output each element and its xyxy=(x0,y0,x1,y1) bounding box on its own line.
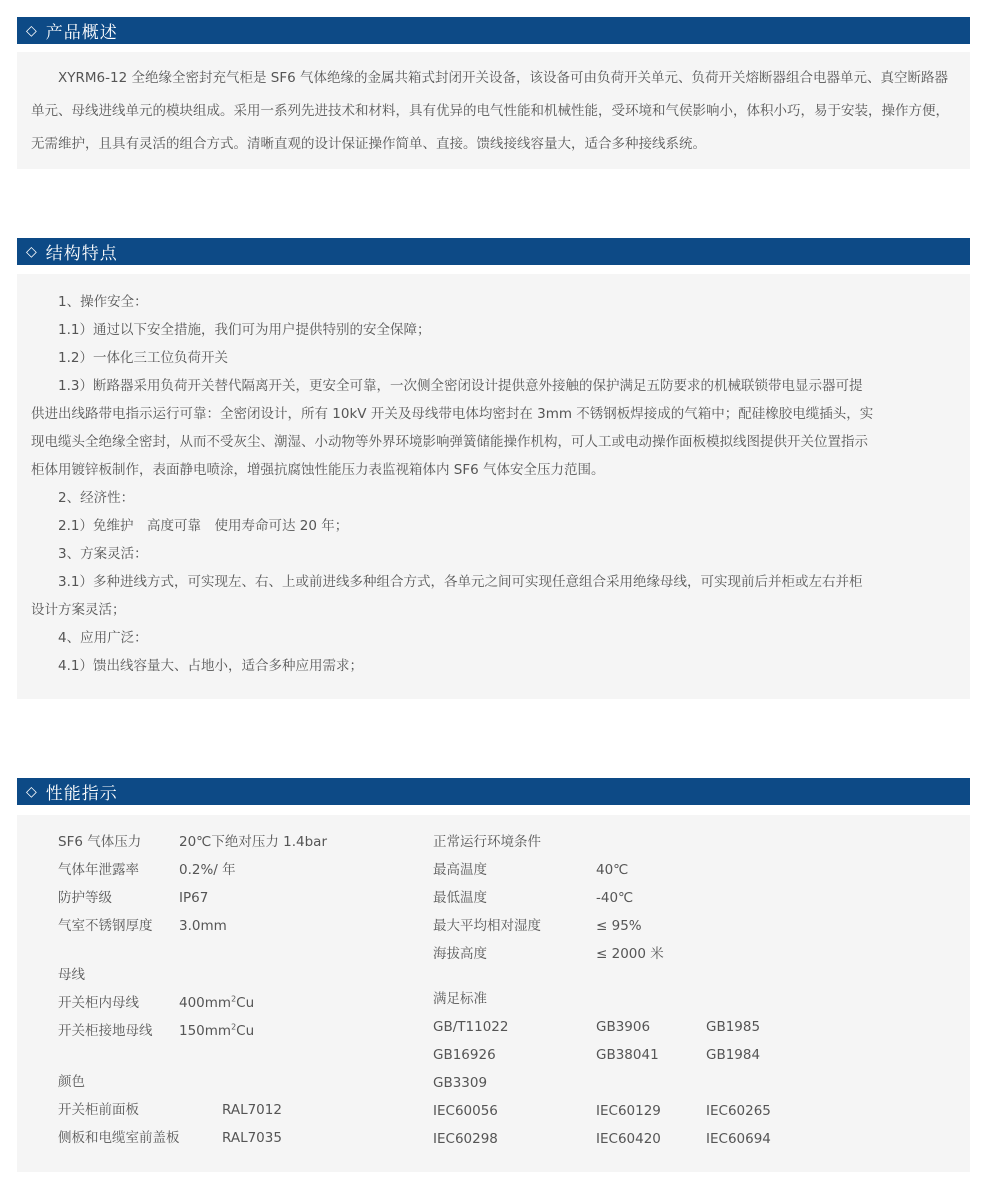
structure-line: 3.1）多种进线方式，可实现左、右、上或前进线多种组合方式，各单元之间可实现任意组合采用绝缘母线，可实现前后并柜或左右并柜 xyxy=(58,574,863,590)
standard-code: IEC60420 xyxy=(596,1131,661,1147)
color-label: 侧板和电缆室前盖板 xyxy=(58,1130,180,1146)
standard-code: GB1985 xyxy=(706,1019,761,1035)
structure-title: 结构特点 xyxy=(45,244,118,264)
structure-panel xyxy=(17,274,970,699)
busbar-inner-value: $400mm^2Cu$ xyxy=(179,994,255,1011)
structure-line: 3、方案灵活： xyxy=(58,546,148,562)
structure-line: 1.2）一体化三工位负荷开关 xyxy=(58,350,228,366)
environment-value: 40℃ xyxy=(596,862,629,878)
standard-code: IEC60265 xyxy=(706,1103,771,1119)
spec-label: SF6 气体压力 xyxy=(58,834,142,850)
performance-panel xyxy=(17,815,970,1172)
spec-value: IP67 xyxy=(179,890,209,906)
structure-line: 4.1）馈出线容量大、占地小，适合多种应用需求； xyxy=(58,658,363,674)
spec-label: 防护等级 xyxy=(58,890,112,906)
environment-label: 最低温度 xyxy=(433,890,487,906)
standards-title: 满足标准 xyxy=(433,991,487,1007)
color-value: RAL7035 xyxy=(222,1130,282,1146)
standard-code: IEC60129 xyxy=(596,1103,661,1119)
busbar-ground-value: $150mm^2Cu$ xyxy=(179,1022,255,1039)
structure-line: 设计方案灵活； xyxy=(31,602,126,618)
spec-label: 气体年泄露率 xyxy=(58,862,139,878)
color-label: 开关柜前面板 xyxy=(58,1102,139,1118)
environment-label: 最大平均相对湿度 xyxy=(433,918,541,934)
busbar-inner-label: 开关柜内母线 xyxy=(58,995,139,1011)
environment-title: 正常运行环境条件 xyxy=(433,834,541,850)
environment-label: 海拔高度 xyxy=(433,946,487,962)
overview-text xyxy=(31,62,961,161)
spec-label: 气室不锈钢厚度 xyxy=(58,918,153,934)
structure-line: 4、应用广泛： xyxy=(58,630,148,646)
structure-line: 1.3）断路器采用负荷开关替代隔离开关，更安全可靠，一次侧全密闭设计提供意外接触的保护满足五防要求的机械联锁带电显示器可提 xyxy=(58,378,863,394)
structure-header xyxy=(17,238,970,265)
structure-line: 2.1）免维护 高度可靠 使用寿命可达 20 年； xyxy=(58,518,349,534)
overview-header xyxy=(17,17,970,44)
spec-value: 0.2%/ 年 xyxy=(179,862,236,878)
standard-code: GB3906 xyxy=(596,1019,651,1035)
structure-line: 1.1）通过以下安全措施，我们可为用户提供特别的安全保障； xyxy=(58,322,431,338)
spec-value: 3.0mm xyxy=(179,918,227,934)
standard-code: GB3309 xyxy=(433,1075,488,1091)
structure-line: 1、操作安全： xyxy=(58,294,148,310)
structure-line: 2、经济性： xyxy=(58,490,135,506)
busbar-ground-label: 开关柜接地母线 xyxy=(58,1023,153,1039)
standard-code: GB38041 xyxy=(596,1047,659,1063)
structure-line: 供进出线路带电指示运行可靠：全密闭设计，所有 10kV 开关及母线带电体均密封在 3mm 不锈钢板焊接成的气箱中；配硅橡胶电缆插头，实 xyxy=(31,406,874,422)
performance-header xyxy=(17,778,970,805)
structure-line: 现电缆头全绝缘全密封，从而不受灰尘、潮湿、小动物等外界环境影响弹簧储能操作机构，可人工或电动操作面板模拟线图提供开关位置指示 xyxy=(31,434,868,450)
standard-code: IEC60694 xyxy=(706,1131,771,1147)
color-value: RAL7012 xyxy=(222,1102,282,1118)
environment-value: ≤ 2000 米 xyxy=(596,946,664,962)
diamond-icon: ◇ xyxy=(26,22,38,39)
color-title: 颜色 xyxy=(58,1074,85,1090)
diamond-icon: ◇ xyxy=(26,783,38,800)
spec-value: 20℃下绝对压力 1.4bar xyxy=(179,834,327,850)
environment-value: -40℃ xyxy=(596,890,634,906)
overview-panel xyxy=(17,52,970,169)
standard-code: GB/T11022 xyxy=(433,1019,509,1035)
standard-code: IEC60298 xyxy=(433,1131,498,1147)
standard-code: GB16926 xyxy=(433,1047,496,1063)
overview-paragraph: XYRM6-12 全绝缘全密封充气柜是 SF6 气体绝缘的金属共箱式封闭开关设备，该设备可由负荷开关单元、负荷开关熔断器组合电器单元、真空断路器单元、母线进线单元的模块组成。采用一系列先进技术和材料，具有优异的电气性能和机械性能，受环境和气侯影响小，体积小巧，易于安装，操作方便，无需维护，且具有灵活的组合方式。清晰直观的设计保证操作简单、直接。馈线接线容量大，适合多种接线系统。 xyxy=(31,70,949,152)
environment-value: ≤ 95% xyxy=(596,918,642,934)
environment-label: 最高温度 xyxy=(433,862,487,878)
overview-title: 产品概述 xyxy=(45,23,118,43)
busbar-title: 母线 xyxy=(58,967,85,983)
standard-code: IEC60056 xyxy=(433,1103,498,1119)
structure-line: 柜体用镀锌板制作，表面静电喷涂，增强抗腐蚀性能压力表监视箱体内 SF6 气体安全压力范围。 xyxy=(31,462,605,478)
diamond-icon: ◇ xyxy=(26,243,38,260)
performance-title: 性能指示 xyxy=(45,784,118,804)
standard-code: GB1984 xyxy=(706,1047,761,1063)
